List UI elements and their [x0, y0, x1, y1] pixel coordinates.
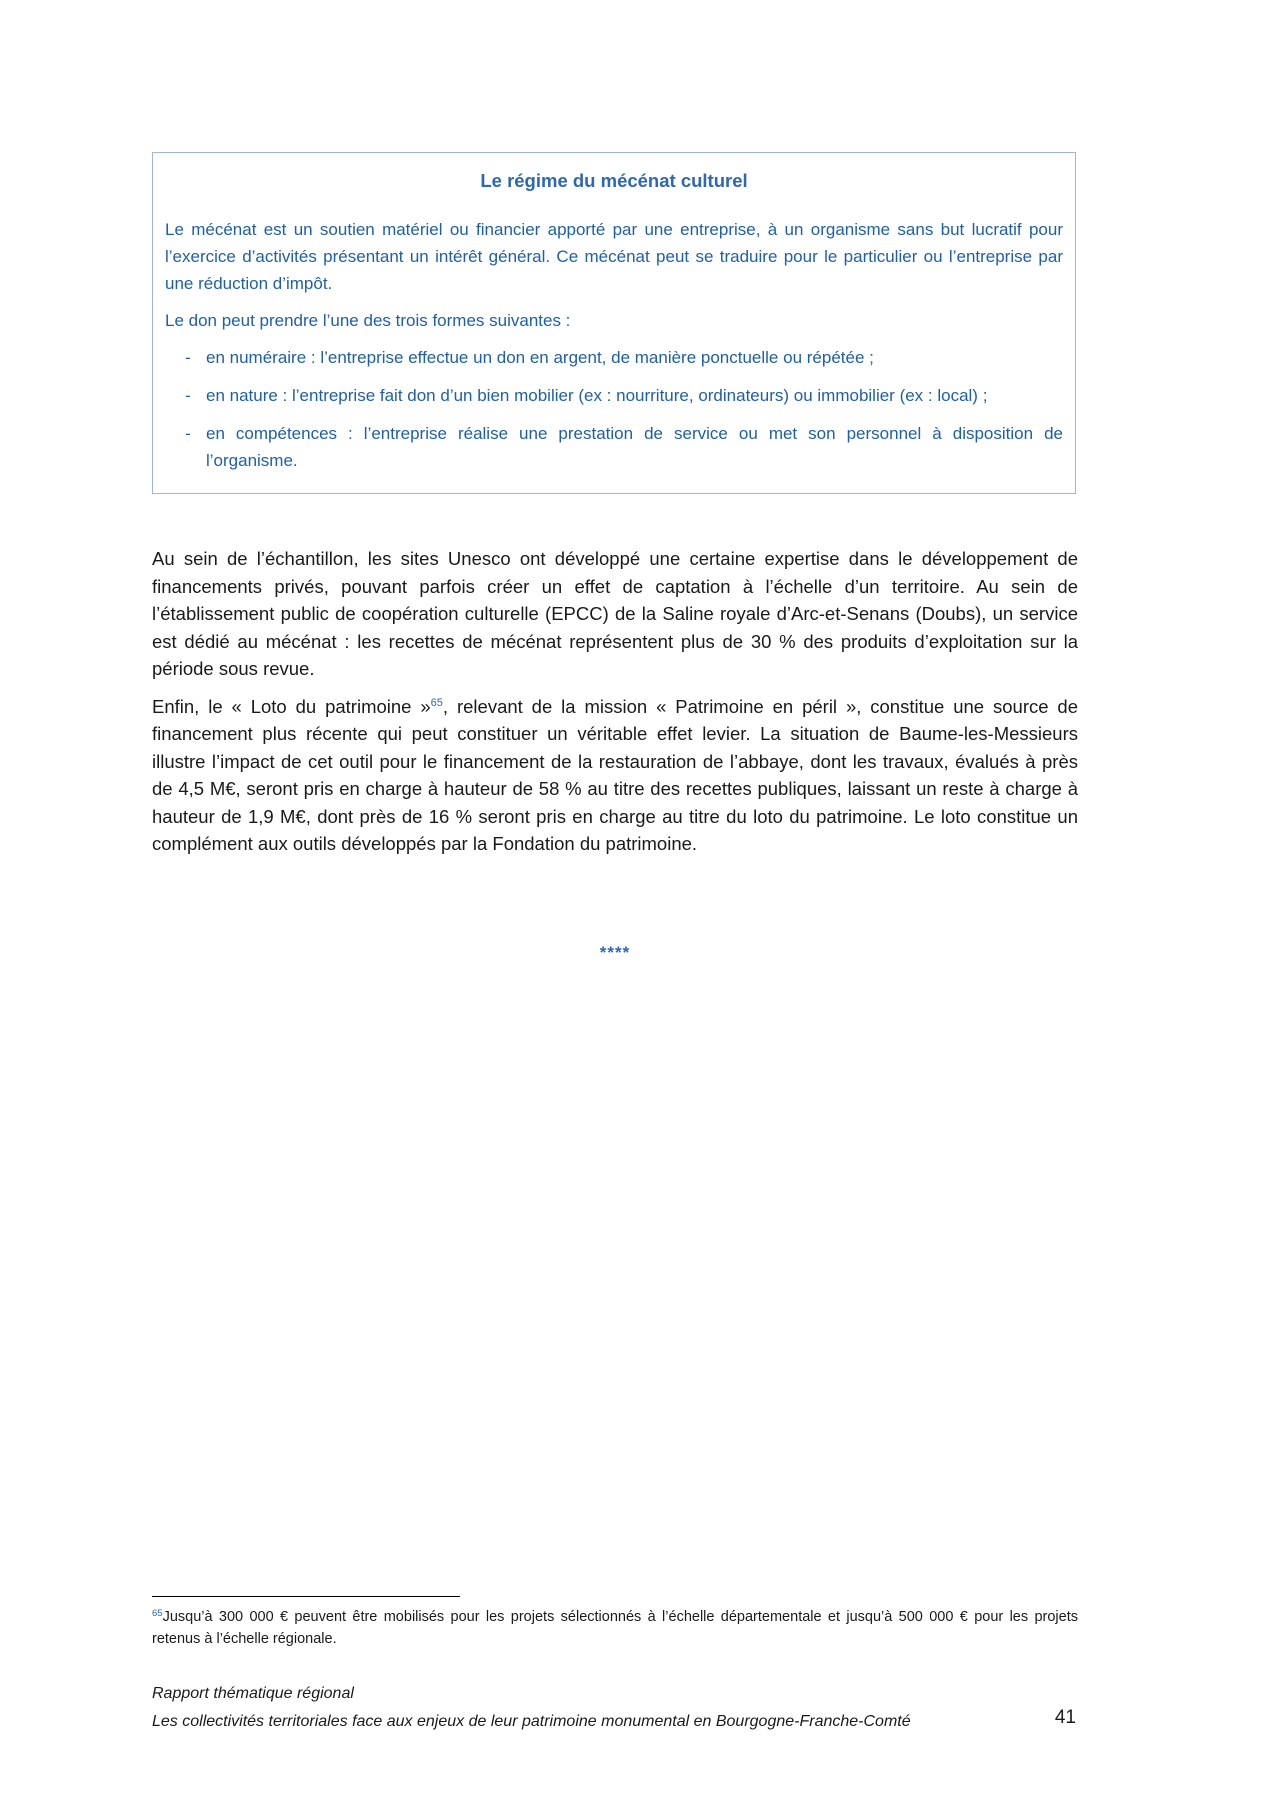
footer-report-type: Rapport thématique régional: [152, 1685, 354, 1702]
footnote-divider: [152, 1596, 460, 1597]
bullet-dash: -: [185, 424, 191, 443]
info-box-intro-forms: Le don peut prendre l’une des trois formes suivantes :: [165, 311, 571, 330]
list-item-text: en nature : l’entreprise fait don d’un bien mobilier (ex : nourriture, ordinateurs) ou immobilier (ex : local) ;: [206, 386, 988, 405]
body-paragraph-unesco: Au sein de l’échantillon, les sites Unesco ont développé une certaine expertise dans le développement de financements privés, pouvant parfois créer un effet de captation à l’échelle d’un territoire. Au sein de l’établissement public de coopération culturelle (EPCC) de la Saline royale d’Arc-et-Senans (Doubs), un service est dédié au mécénat : les recettes de mécénat représentent plus de 30 % des produits d’exploitation sur la période sous revue.: [152, 548, 1078, 679]
body-text: [152, 545, 1078, 868]
footnote-reference-link[interactable]: 65: [430, 696, 443, 709]
list-item: [165, 344, 1063, 371]
list-item: [165, 420, 1063, 474]
footer-report-title: Les collectivités territoriales face aux enjeux de leur patrimoine monumental en Bourgogne-Franche-Comté: [152, 1713, 911, 1730]
footnote: [152, 1606, 1078, 1650]
bullet-dash: -: [185, 386, 191, 405]
page-footer: [152, 1680, 1078, 1736]
info-box-definition: Le mécénat est un soutien matériel ou financier apporté par une entreprise, à un organisme sans but lucratif pour l’exercice d’activités présentant un intérêt général. Ce mécénat peut se traduire pour le particulier ou l’entreprise par une réduction d’impôt.: [165, 220, 1063, 293]
page-number: 41: [1054, 1707, 1076, 1728]
list-item-text: en numéraire : l’entreprise effectue un don en argent, de manière ponctuelle ou répétée ;: [206, 348, 874, 367]
body-paragraph-loto: [152, 693, 1078, 858]
loto-text-start: Enfin, le « Loto du patrimoine »: [152, 695, 431, 717]
info-box-mecenat: [152, 152, 1076, 494]
footnote-text: Jusqu’à 300 000 € peuvent être mobilisés pour les projets sélectionnés à l’échelle départementale et jusqu’à 500 000 € pour les projets retenus à l’échelle régionale.: [152, 1609, 1078, 1647]
info-box-title: Le régime du mécénat culturel: [480, 170, 748, 191]
info-box-forms-list: [165, 344, 1063, 474]
list-item-text: en compétences : l’entreprise réalise une prestation de service ou met son personnel à disposition de l’organisme.: [206, 424, 1063, 470]
loto-text-rest: , relevant de la mission « Patrimoine en péril », constitue une source de financement plus récente qui peut constituer un véritable effet levier. La situation de Baume-les-Messieurs illustre l’impact de cet outil pour le financement de la restauration de l’abbaye, dont les travaux, évalués à près de 4,5 M€, seront pris en charge à hauteur de 58 % au titre des recettes publiques, laissant un reste à charge à hauteur de 1,9 M€, dont près de 16 % seront pris en charge au titre du loto du patrimoine. Le loto constitue un complément aux outils développés par la Fondation du patrimoine.: [152, 695, 1078, 854]
section-separator: ****: [599, 943, 631, 962]
list-item: [165, 382, 1063, 409]
bullet-dash: -: [185, 348, 191, 367]
footnote-number: 65: [152, 1608, 163, 1619]
